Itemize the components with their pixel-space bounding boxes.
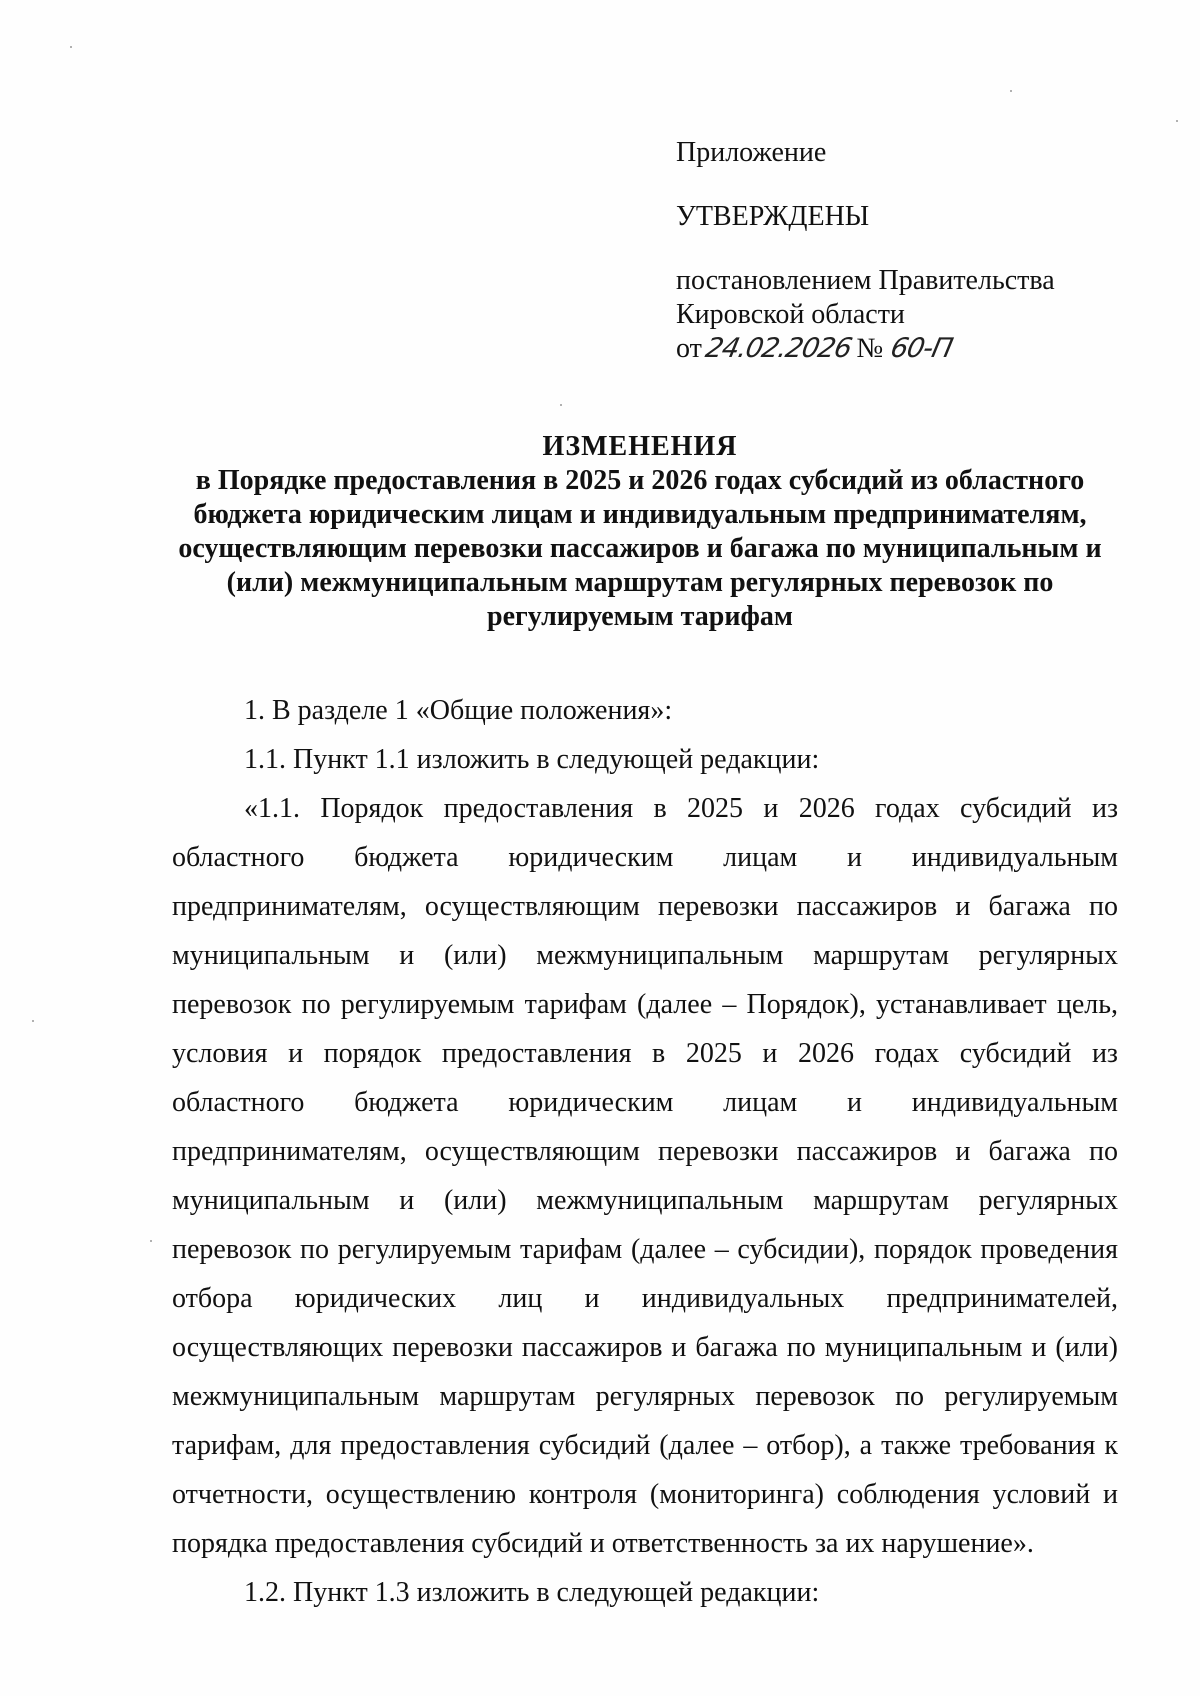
scan-speck [560, 404, 562, 406]
number-sign: № [856, 333, 884, 364]
document-title [160, 430, 1120, 634]
paragraph-4: 1.2. Пункт 1.3 изложить в следующей редакции: [244, 1577, 820, 1608]
title-line-3: осуществляющим перевозки пассажиров и багажа по муниципальным и [178, 533, 1102, 564]
resolution-line-2: Кировской области [676, 299, 905, 330]
title-line-4: (или) межмуниципальным маршрутам регулярных перевозок по [226, 567, 1054, 598]
resolution-date-line [676, 332, 1136, 366]
scan-speck [1176, 120, 1178, 122]
paragraph-2: 1.1. Пункт 1.1 изложить в следующей редакции: [244, 744, 820, 775]
resolution-line-1: постановлением Правительства [676, 265, 1055, 296]
appendix-label: Приложение [676, 137, 827, 168]
handwritten-date: 24.02.2026 [702, 333, 854, 364]
approval-block [676, 136, 1136, 366]
title-line-2: бюджета юридическим лицам и индивидуальным предпринимателям, [193, 499, 1087, 530]
scan-speck [70, 46, 72, 48]
title-line-5: регулируемым тарифам [487, 601, 793, 632]
title-line-1: в Порядке предоставления в 2025 и 2026 годах субсидий из областного [195, 465, 1085, 496]
paragraph-1: 1. В разделе 1 «Общие положения»: [244, 695, 673, 726]
scan-speck [32, 1020, 34, 1022]
title-heading: ИЗМЕНЕНИЯ [542, 431, 738, 462]
document-body [172, 686, 1118, 1617]
paragraph-3: «1.1. Порядок предоставления в 2025 и 2026 годах субсидий из областного бюджета юридическим лицам и индивидуальным предпринимателям, осуществляющим перевозки пассажиров и багажа по муниципальным и (или) межмуниципальным маршрутам регулярных перевозок по регулируемым тарифам (далее – Порядок), устанавливает цель, условия и порядок предоставления в 2025 и 2026 годах субсидий из областного бюджета юридическим лицам и индивидуальным предпринимателям, осуществляющим перевозки пассажиров и багажа по муниципальным и (или) межмуниципальным маршрутам регулярных перевозок по регулируемым тарифам (далее – субсидии), порядок проведения отбора юридических лиц и индивидуальных предпринимателей, осуществляющих перевозки пассажиров и багажа по муниципальным и (или) межмуниципальным маршрутам регулярных перевозок по регулируемым тарифам, для предоставления субсидий (далее – отбор), а также требования к отчетности, осуществлению контроля (мониторинга) соблюдения условий и порядка предоставления субсидий и ответственность за их нарушение». [172, 793, 1118, 1559]
approved-label: УТВЕРЖДЕНЫ [676, 201, 870, 232]
date-prefix: от [676, 333, 702, 364]
handwritten-number: 60-П [887, 333, 955, 364]
scan-speck [150, 1240, 152, 1242]
scan-speck [1010, 90, 1012, 92]
